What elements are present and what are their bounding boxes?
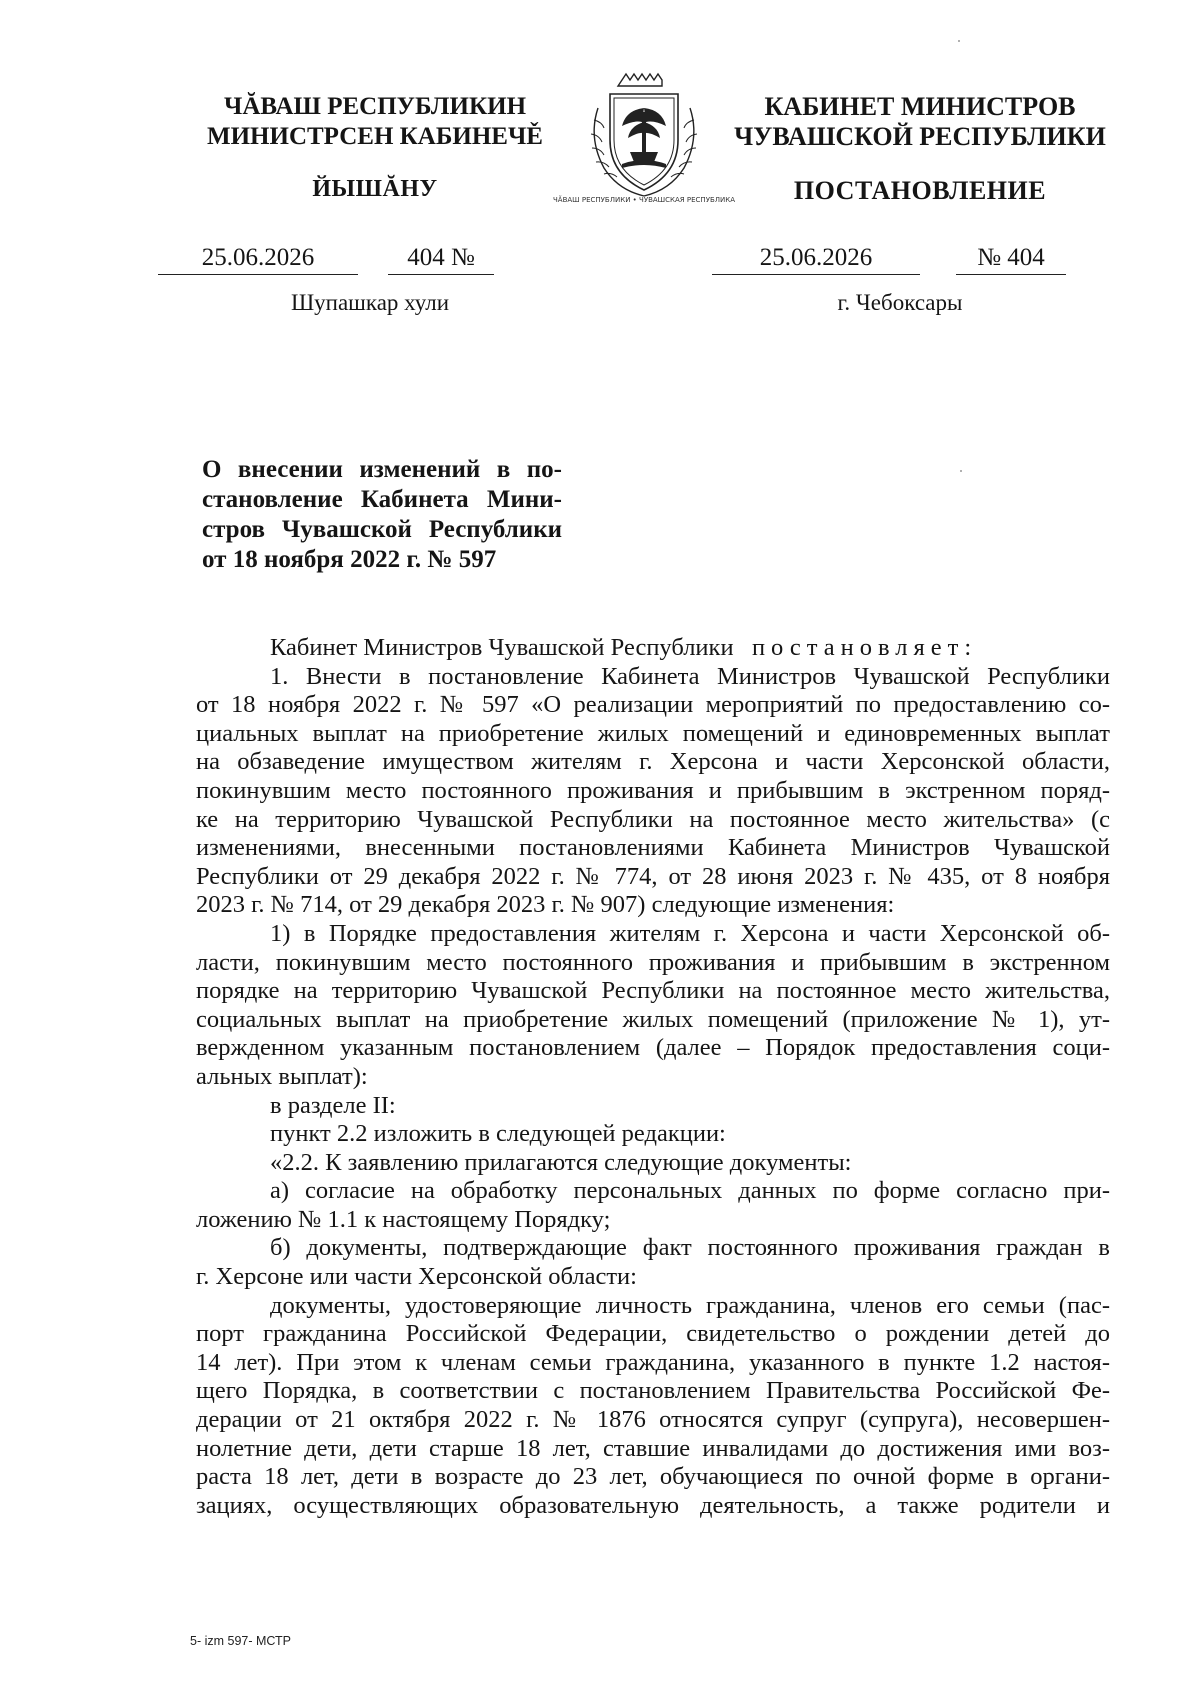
- left-number-field: 404 №: [388, 244, 494, 275]
- body-line: ке на территорию Чувашской Республики на постоянное место жительства» (с: [196, 805, 1110, 833]
- subject-line: О внесении изменений в по-: [202, 456, 562, 483]
- body-line: а) согласие на обработку персональных данных по форме согласно при-: [270, 1177, 1110, 1205]
- body-line: пункт 2.2 изложить в следующей редакции:: [270, 1120, 726, 1148]
- document-body: [196, 634, 1110, 1520]
- body-line: вержденном указанным постановлением (далее – Порядок предоставления соци-: [196, 1034, 1110, 1062]
- body-line: порт гражданина Российской Федерации, свидетельство о рождении детей до: [196, 1320, 1110, 1348]
- body-line: порядке на территорию Чувашской Республики на постоянное место жительства,: [196, 977, 1110, 1005]
- subject-line: становление Кабинета Мини-: [202, 486, 562, 513]
- body-line: циальных выплат на приобретение жилых помещений и единовременных выплат: [196, 719, 1110, 747]
- body-line: ложению № 1.1 к настоящему Порядку;: [196, 1205, 611, 1233]
- body-line: ласти, покинувшим место постоянного проживания и прибывшим в экстренном: [196, 948, 1110, 976]
- body-line: б) документы, подтверждающие факт постоянного проживания граждан в: [270, 1234, 1110, 1262]
- document-subject: [202, 455, 562, 575]
- subject-line: стров Чувашской Республики: [202, 516, 562, 543]
- header-right-authority: [720, 92, 1120, 152]
- place-left: Шупашкар хули: [290, 290, 450, 315]
- body-line: 2023 г. № 714, от 29 декабря 2023 г. № 907) следующие изменения:: [196, 891, 895, 919]
- body-line: документы, удостоверяющие личность гражданина, членов его семьи (пас-: [270, 1291, 1110, 1319]
- document-code-footer: 5- izm 597- МСТР: [190, 1634, 291, 1648]
- body-line: на обзаведение имуществом жителям г. Херсона и части Херсонской области,: [196, 748, 1110, 776]
- scan-speck: [960, 470, 962, 472]
- scan-speck: [958, 40, 960, 42]
- subject-line: от 18 ноября 2022 г. № 597: [202, 546, 497, 573]
- body-line: в разделе II:: [270, 1091, 396, 1119]
- emblem-ring-text: ЧĂВАШ РЕСПУБЛИКИ • ЧУВАШСКАЯ РЕСПУБЛИКА: [552, 196, 736, 204]
- body-line: от 18 ноября 2022 г. № 597 «О реализации мероприятий по предоставлению со-: [196, 691, 1110, 719]
- body-line: Республики от 29 декабря 2022 г. № 774, от 28 июня 2023 г. № 435, от 8 ноября: [196, 862, 1110, 890]
- left-date-field: 25.06.2026: [158, 244, 358, 275]
- right-number-field: № 404: [956, 244, 1066, 275]
- body-line: 1) в Порядке предоставления жителям г. Херсона и части Херсонской об-: [270, 919, 1110, 947]
- header-right-line1: КАБИНЕТ МИНИСТРОВ: [764, 92, 1076, 121]
- place-right: г. Чебоксары: [837, 290, 963, 315]
- body-line: покинувшим место постоянного проживания и прибывшим в экстренном поряд-: [196, 776, 1110, 804]
- body-line: нолетние дети, дети старше 18 лет, ставшие инвалидами до достижения ими воз-: [196, 1434, 1110, 1462]
- body-line: изменениями, внесенными постановлениями Кабинета Министров Чувашской: [196, 834, 1110, 862]
- opening-verb: постановляет:: [751, 634, 978, 661]
- right-date-field: 25.06.2026: [712, 244, 920, 275]
- body-line: раста 18 лет, дети в возрасте до 23 лет, обучающиеся по очной форме в органи-: [196, 1463, 1110, 1491]
- body-line: «2.2. К заявлению прилагаются следующие документы:: [270, 1148, 852, 1176]
- body-line: 14 лет). При этом к членам семьи гражданина, указанного в пункте 1.2 настоя-: [196, 1348, 1110, 1376]
- doc-type-right: ПОСТАНОВЛЕНИЕ: [793, 176, 1047, 205]
- opening-text: Кабинет Министров Чувашской Республики: [270, 634, 734, 661]
- coat-of-arms-icon: [552, 68, 736, 208]
- body-line: дерации от 21 октября 2022 г. № 1876 относятся супруг (супруга), несовершен-: [196, 1406, 1110, 1434]
- header-left-line2: МИНИСТРСЕН КАБИНЕЧĚ: [207, 123, 543, 150]
- body-line: альных выплат):: [196, 1062, 368, 1090]
- doc-type-left: ЙЫШĂНУ: [312, 176, 438, 202]
- body-line: щего Порядка, в соответствии с постановлением Правительства Российской Фе-: [196, 1377, 1110, 1405]
- header-left-line1: ЧĂВАШ РЕСПУБЛИКИН: [223, 93, 527, 120]
- header-right-line2: ЧУВАШСКОЙ РЕСПУБЛИКИ: [734, 122, 1106, 151]
- body-line: г. Херсоне или части Херсонской области:: [196, 1263, 637, 1291]
- body-line: социальных выплат на приобретение жилых помещений (приложение № 1), ут-: [196, 1005, 1110, 1033]
- body-line: 1. Внести в постановление Кабинета Министров Чувашской Республики: [270, 662, 1110, 690]
- opening-line: [196, 634, 1110, 663]
- header-left-authority: [190, 92, 560, 152]
- body-line: зациях, осуществляющих образовательную деятельность, а также родители и: [196, 1491, 1110, 1519]
